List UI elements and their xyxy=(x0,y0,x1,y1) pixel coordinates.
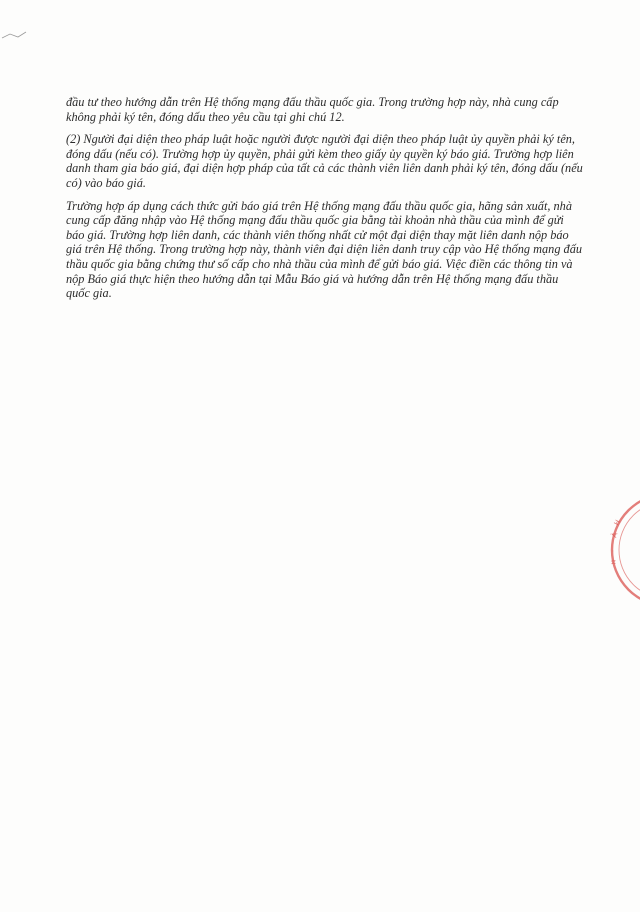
document-body xyxy=(66,95,584,308)
svg-text:N: N xyxy=(610,559,618,565)
paragraph-note-2: (2) Người đại diện theo pháp luật hoặc người được người đại diện theo pháp luật ủy quyền phải ký tên, đóng dấu (nếu có). Trường hợp ủy quyền, phải gửi kèm theo giấy ủy quyền ký báo giá. Trường hợp liên danh tham gia báo giá, đại diện hợp pháp của tất cả các thành viên liên danh phải ký tên, đóng dấu (nếu có) vào báo giá. xyxy=(66,132,583,190)
paragraph-online-submission: Trường hợp áp dụng cách thức gửi báo giá trên Hệ thống mạng đấu thầu quốc gia, hãng sản xuất, nhà cung cấp đăng nhập vào Hệ thống mạng đấu thầu quốc gia bằng tài khoản nhà thầu của mình để gửi báo giá. Trường hợp liên danh, các thành viên thống nhất cử một đại diện thay mặt liên danh nộp báo giá trên Hệ thống. Trong trường hợp này, thành viên đại diện liên danh truy cập vào Hệ thống mạng đấu thầu quốc gia bằng chứng thư số cấp cho nhà thầu của mình để gửi báo giá. Việc điền các thông tin và nộp Báo giá thực hiện theo hướng dẫn tại Mẫu Báo giá và hướng dẫn trên Hệ thống mạng đấu thầu quốc gia. xyxy=(66,198,582,301)
svg-text:À: À xyxy=(610,531,620,539)
paragraph-continuation: đầu tư theo hướng dẫn trên Hệ thống mạng đấu thầu quốc gia. Trong trường hợp này, nhà cung cấp không phải ký tên, đóng dấu theo yêu cầu tại ghi chú 12. xyxy=(66,95,559,124)
svg-text:H: H xyxy=(612,518,623,527)
svg-text:·: · xyxy=(610,549,618,553)
red-seal-stamp xyxy=(606,490,640,610)
scan-corner-mark xyxy=(0,28,40,44)
